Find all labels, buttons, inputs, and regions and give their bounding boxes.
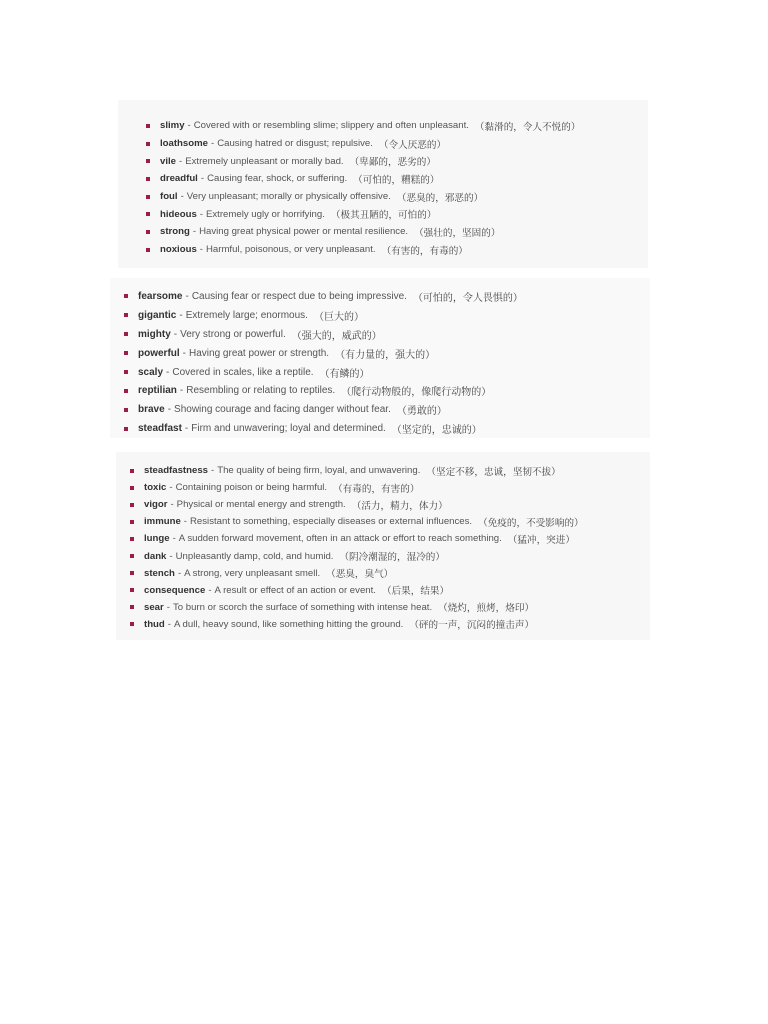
vocab-translation: （坚定不移，忠诚，坚韧不拔） bbox=[426, 466, 561, 478]
separator-dash: - bbox=[169, 482, 173, 494]
separator-dash: - bbox=[211, 465, 215, 477]
vocab-definition: Having great physical power or mental resilience. bbox=[199, 226, 409, 238]
vocab-translation: （烧灼，煎烤，烙印） bbox=[438, 603, 535, 615]
vocab-definition: Firm and unwavering; loyal and determined. bbox=[191, 423, 386, 435]
vocab-item bbox=[124, 325, 523, 344]
vocab-item bbox=[146, 241, 580, 259]
vocab-item bbox=[130, 479, 584, 496]
vocab-item bbox=[146, 205, 580, 223]
vocab-translation: （活力，精力，体力） bbox=[351, 500, 448, 512]
vocab-item bbox=[146, 223, 580, 241]
vocab-definition: The quality of being firm, loyal, and unwavering. bbox=[217, 465, 421, 477]
vocab-item bbox=[146, 152, 580, 170]
vocab-translation: （阴冷潮湿的，湿冷的） bbox=[339, 552, 445, 564]
vocab-translation: （恶臭，臭气） bbox=[326, 569, 394, 581]
vocab-word: fearsome bbox=[138, 290, 183, 302]
vocab-item bbox=[124, 306, 523, 325]
separator-dash: - bbox=[183, 516, 187, 528]
vocab-translation: （黏滑的，令人不悦的） bbox=[474, 121, 581, 133]
bullet-icon bbox=[146, 159, 150, 163]
vocab-definition: Physical or mental energy and strength. bbox=[176, 499, 346, 511]
bullet-icon bbox=[124, 370, 128, 374]
separator-dash: - bbox=[179, 309, 183, 321]
vocab-definition: Harmful, poisonous, or very unpleasant. bbox=[205, 244, 376, 256]
vocab-word: steadfast bbox=[138, 423, 182, 435]
vocab-translation: （强大的，威武的） bbox=[291, 330, 382, 342]
vocab-item bbox=[124, 381, 523, 400]
vocab-definition: Covered in scales, like a reptile. bbox=[172, 366, 314, 378]
separator-dash: - bbox=[208, 584, 212, 596]
vocab-translation: （免疫的，不受影响的） bbox=[478, 517, 584, 529]
bullet-icon bbox=[130, 486, 134, 490]
vocab-item bbox=[130, 513, 584, 530]
vocab-word: vigor bbox=[144, 499, 168, 511]
vocab-word: scaly bbox=[138, 366, 164, 378]
bullet-icon bbox=[146, 142, 150, 146]
vocab-item bbox=[130, 496, 584, 513]
vocab-translation: （可怕的，糟糕的） bbox=[353, 174, 440, 186]
vocab-word: gigantic bbox=[138, 309, 177, 321]
vocab-item bbox=[130, 582, 584, 599]
vocab-definition: A strong, very unpleasant smell. bbox=[184, 567, 321, 579]
separator-dash: - bbox=[167, 618, 171, 630]
separator-dash: - bbox=[192, 226, 197, 238]
vocab-word: reptilian bbox=[138, 385, 177, 397]
vocab-translation: （令人厌恶的） bbox=[378, 139, 447, 151]
vocab-list-2 bbox=[124, 287, 523, 438]
vocab-translation: （猛冲，突进） bbox=[507, 534, 575, 546]
vocab-definition: Unpleasantly damp, cold, and humid. bbox=[175, 550, 334, 562]
vocab-item bbox=[124, 400, 523, 419]
bullet-icon bbox=[130, 537, 134, 541]
vocab-word: immune bbox=[144, 516, 181, 528]
bullet-icon bbox=[124, 351, 128, 355]
bullet-icon bbox=[146, 212, 150, 216]
vocab-word: foul bbox=[160, 191, 178, 203]
vocab-item bbox=[130, 462, 584, 479]
vocab-translation: （后果，结果） bbox=[381, 586, 450, 598]
vocab-definition: Very strong or powerful. bbox=[180, 328, 286, 340]
separator-dash: - bbox=[185, 290, 189, 302]
bullet-icon bbox=[146, 195, 150, 199]
vocab-translation: （坚定的，忠诚的） bbox=[391, 425, 482, 437]
vocab-translation: （爬行动物般的，像爬行动物的） bbox=[341, 387, 492, 399]
vocab-translation: （极其丑陋的，可怕的） bbox=[330, 210, 437, 222]
vocab-item bbox=[124, 344, 523, 363]
vocab-definition: Very unpleasant; morally or physically offensive. bbox=[186, 191, 391, 203]
vocab-word: powerful bbox=[138, 347, 180, 359]
vocab-definition: Causing hatred or disgust; repulsive. bbox=[217, 138, 373, 150]
bullet-icon bbox=[124, 313, 128, 317]
separator-dash: - bbox=[166, 601, 170, 613]
vocab-definition: Showing courage and facing danger without fear. bbox=[174, 404, 391, 416]
vocab-item bbox=[130, 616, 584, 633]
bullet-icon bbox=[130, 571, 134, 575]
vocab-item bbox=[124, 363, 523, 382]
separator-dash: - bbox=[184, 423, 189, 435]
vocab-definition: Having great power or strength. bbox=[189, 347, 330, 359]
vocab-word: slimy bbox=[160, 120, 185, 132]
vocab-word: thud bbox=[144, 618, 165, 630]
vocab-list-3 bbox=[130, 462, 584, 633]
vocab-translation: （有鳞的） bbox=[319, 368, 370, 380]
vocab-translation: （恶臭的，邪恶的） bbox=[396, 192, 484, 204]
vocab-translation: （有害的，有毒的） bbox=[381, 245, 468, 257]
vocab-definition: Extremely unpleasant or morally bad. bbox=[185, 155, 344, 167]
vocab-panel-3 bbox=[116, 452, 650, 640]
separator-dash: - bbox=[170, 499, 174, 511]
bullet-icon bbox=[124, 389, 128, 393]
vocab-word: hideous bbox=[160, 208, 197, 220]
separator-dash: - bbox=[182, 347, 187, 359]
vocab-word: steadfastness bbox=[144, 465, 208, 477]
separator-dash: - bbox=[166, 366, 170, 378]
vocab-item bbox=[124, 287, 523, 306]
vocab-definition: Causing fear or respect due to being impressive. bbox=[191, 290, 407, 302]
vocab-definition: Extremely ugly or horrifying. bbox=[205, 208, 325, 220]
vocab-translation: （可怕的，令人畏惧的） bbox=[412, 292, 523, 304]
separator-dash: - bbox=[179, 385, 184, 397]
separator-dash: - bbox=[199, 244, 203, 256]
vocab-word: vile bbox=[160, 155, 177, 167]
vocab-word: brave bbox=[138, 404, 165, 416]
bullet-icon bbox=[130, 605, 134, 609]
vocab-translation: （砰的一声，沉闷的撞击声） bbox=[409, 620, 535, 632]
bullet-icon bbox=[124, 408, 128, 412]
vocab-definition: Resembling or relating to reptiles. bbox=[186, 385, 336, 397]
vocab-word: toxic bbox=[144, 482, 167, 494]
vocab-definition: A dull, heavy sound, like something hitting the ground. bbox=[173, 618, 404, 630]
vocab-definition: A result or effect of an action or event. bbox=[214, 584, 376, 596]
vocab-word: sear bbox=[144, 601, 164, 613]
vocab-translation: （有力量的，强大的） bbox=[335, 349, 436, 361]
vocab-item bbox=[146, 170, 580, 188]
bullet-icon bbox=[130, 469, 134, 473]
vocab-item bbox=[146, 188, 580, 206]
vocab-translation: （强壮的，坚固的） bbox=[414, 227, 501, 239]
vocab-translation: （勇敢的） bbox=[396, 406, 447, 418]
vocab-word: strong bbox=[160, 226, 190, 238]
vocab-item bbox=[124, 419, 523, 438]
vocab-item bbox=[130, 547, 584, 564]
vocab-definition: Containing poison or being harmful. bbox=[175, 482, 328, 494]
vocab-definition: A sudden forward movement, often in an attack or effort to reach something. bbox=[178, 533, 502, 545]
vocab-item bbox=[146, 135, 580, 153]
vocab-item bbox=[130, 599, 584, 616]
bullet-icon bbox=[146, 230, 150, 234]
bullet-icon bbox=[146, 248, 150, 252]
vocab-definition: Causing fear, shock, or suffering. bbox=[207, 173, 348, 185]
separator-dash: - bbox=[179, 155, 183, 167]
bullet-icon bbox=[146, 177, 150, 181]
bullet-icon bbox=[130, 588, 134, 592]
separator-dash: - bbox=[173, 328, 178, 340]
bullet-icon bbox=[124, 294, 128, 298]
vocab-word: mighty bbox=[138, 328, 171, 340]
vocab-translation: （有毒的，有害的） bbox=[333, 483, 420, 495]
bullet-icon bbox=[130, 520, 134, 524]
vocab-word: loathsome bbox=[160, 138, 208, 150]
vocab-word: stench bbox=[144, 567, 175, 579]
vocab-definition: Extremely large; enormous. bbox=[185, 309, 308, 321]
bullet-icon bbox=[130, 503, 134, 507]
vocab-word: dreadful bbox=[160, 173, 198, 185]
vocab-word: dank bbox=[144, 550, 167, 562]
bullet-icon bbox=[130, 622, 134, 626]
vocab-translation: （巨大的） bbox=[313, 311, 364, 323]
vocab-word: noxious bbox=[160, 244, 197, 256]
bullet-icon bbox=[124, 427, 128, 431]
vocab-definition: Resistant to something, especially diseases or external influences. bbox=[190, 516, 473, 528]
vocab-item bbox=[130, 565, 584, 582]
vocab-panel-2 bbox=[110, 278, 650, 438]
vocab-translation: （卑鄙的，恶劣的） bbox=[349, 157, 436, 169]
vocab-item bbox=[130, 530, 584, 547]
separator-dash: - bbox=[172, 533, 176, 545]
separator-dash: - bbox=[169, 550, 173, 562]
separator-dash: - bbox=[210, 138, 215, 150]
separator-dash: - bbox=[200, 173, 205, 185]
separator-dash: - bbox=[199, 208, 203, 220]
bullet-icon bbox=[124, 332, 128, 336]
vocab-word: lunge bbox=[144, 533, 170, 545]
bullet-icon bbox=[146, 124, 150, 128]
vocab-definition: Covered with or resembling slime; slippery and often unpleasant. bbox=[193, 120, 469, 132]
separator-dash: - bbox=[167, 404, 172, 416]
vocab-definition: To burn or scorch the surface of something with intense heat. bbox=[172, 601, 433, 613]
vocab-item bbox=[146, 117, 580, 135]
vocab-panel-1 bbox=[118, 100, 648, 268]
separator-dash: - bbox=[180, 191, 184, 203]
separator-dash: - bbox=[177, 567, 182, 579]
bullet-icon bbox=[130, 554, 134, 558]
vocab-list-1 bbox=[146, 117, 580, 259]
separator-dash: - bbox=[187, 120, 191, 132]
vocab-word: consequence bbox=[144, 584, 206, 596]
